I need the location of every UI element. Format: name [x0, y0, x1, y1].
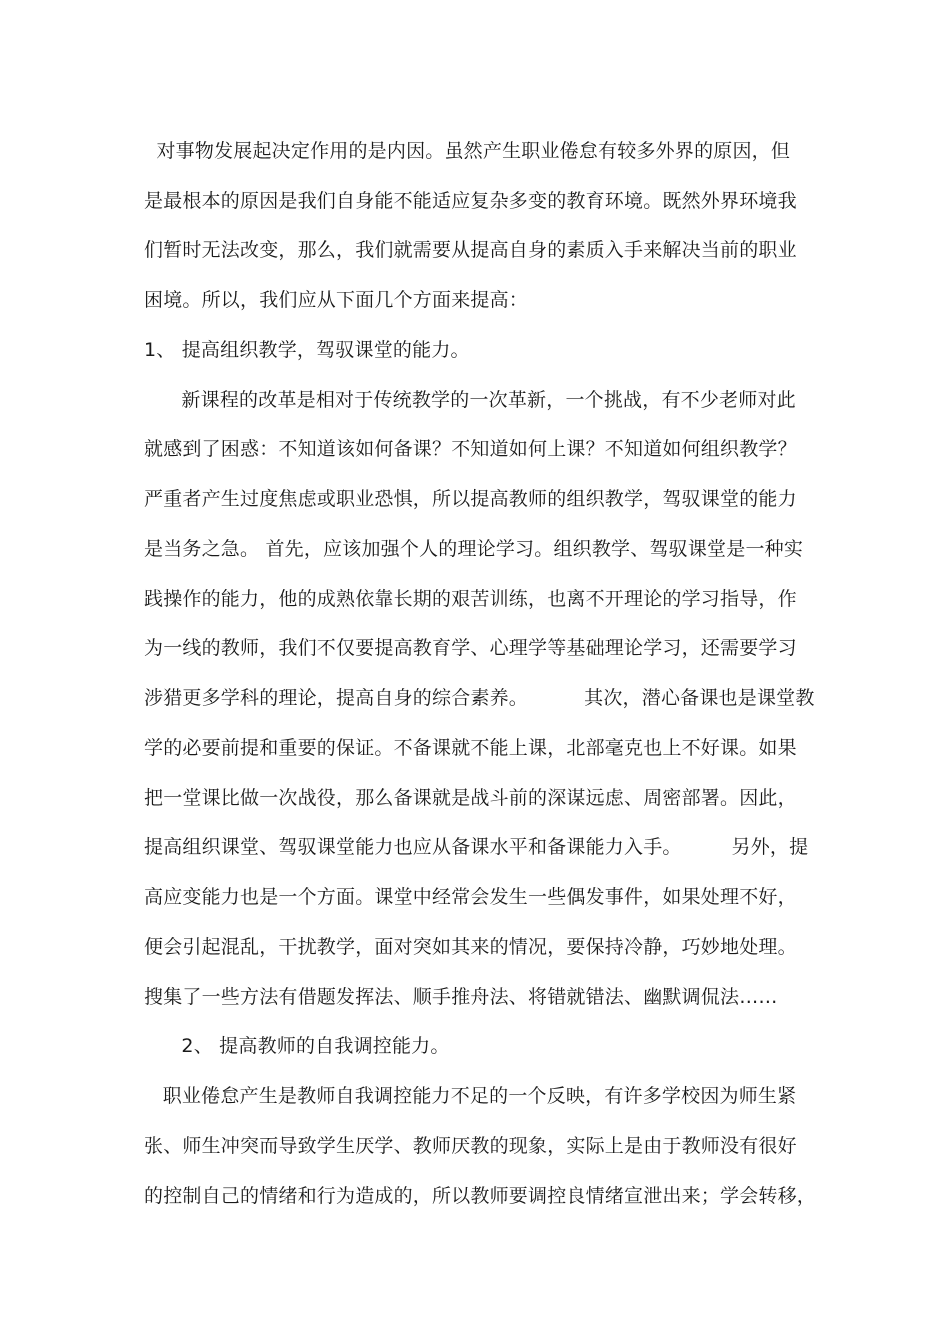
paragraph-line: 提高组织课堂、驾驭课堂能力也应从备课水平和备课能力入手。 另外，提 — [144, 836, 809, 858]
paragraph-line: 的控制自己的情绪和行为造成的，所以教师要调控良情绪宣泄出来；学会转移， — [144, 1185, 817, 1207]
paragraph-line: 高应变能力也是一个方面。课堂中经常会发生一些偶发事件，如果处理不好， — [144, 886, 797, 908]
paragraph-line: 就感到了困惑：不知道该如何备课？不知道如何上课？不知道如何组织教学？ — [144, 438, 797, 460]
paragraph-line: 便会引起混乱，干扰教学，面对突如其来的情况，要保持冷静，巧妙地处理。 — [144, 936, 797, 958]
paragraph-line: 对事物发展起决定作用的是内因。虽然产生职业倦怠有较多外界的原因，但 — [144, 140, 791, 162]
paragraph-line: 是最根本的原因是我们自身能不能适应复杂多变的教育环境。既然外界环境我 — [144, 190, 797, 212]
paragraph-line: 为一线的教师，我们不仅要提高教育学、心理学等基础理论学习，还需要学习 — [144, 637, 797, 659]
paragraph-line: 严重者产生过度焦虑或职业恐惧，所以提高教师的组织教学，驾驭课堂的能力 — [144, 488, 797, 510]
paragraph-line: 职业倦怠产生是教师自我调控能力不足的一个反映，有许多学校因为师生紧 — [144, 1085, 797, 1107]
paragraph-line: 张、师生冲突而导致学生厌学、教师厌教的现象，实际上是由于教师没有很好 — [144, 1135, 797, 1157]
paragraph-line: 涉猎更多学科的理论，提高自身的综合素养。 其次，潜心备课也是课堂教 — [144, 687, 815, 709]
paragraph-line: 搜集了一些方法有借题发挥法、顺手推舟法、将错就错法、幽默调侃法…… — [144, 986, 778, 1008]
section-heading-2: 2、 提高教师的自我调控能力。 — [144, 1035, 450, 1057]
paragraph-line: 把一堂课比做一次战役，那么备课就是战斗前的深谋远虑、周密部署。因此， — [144, 787, 797, 809]
paragraph-line: 践操作的能力，他的成熟依靠长期的艰苦训练，也离不开理论的学习指导，作 — [144, 588, 797, 610]
paragraph-line: 困境。所以，我们应从下面几个方面来提高： — [144, 289, 529, 311]
paragraph-line: 学的必要前提和重要的保证。不备课就不能上课，北部毫克也上不好课。如果 — [144, 737, 797, 759]
paragraph-line: 新课程的改革是相对于传统教学的一次革新，一个挑战，有不少老师对此 — [144, 389, 796, 411]
section-heading-1: 1、 提高组织教学，驾驭课堂的能力。 — [144, 339, 470, 361]
paragraph-line: 是当务之急。 首先，应该加强个人的理论学习。组织教学、驾驭课堂是一种实 — [144, 538, 804, 560]
paragraph-line: 们暂时无法改变，那么，我们就需要从提高自身的素质入手来解决当前的职业 — [144, 239, 797, 261]
